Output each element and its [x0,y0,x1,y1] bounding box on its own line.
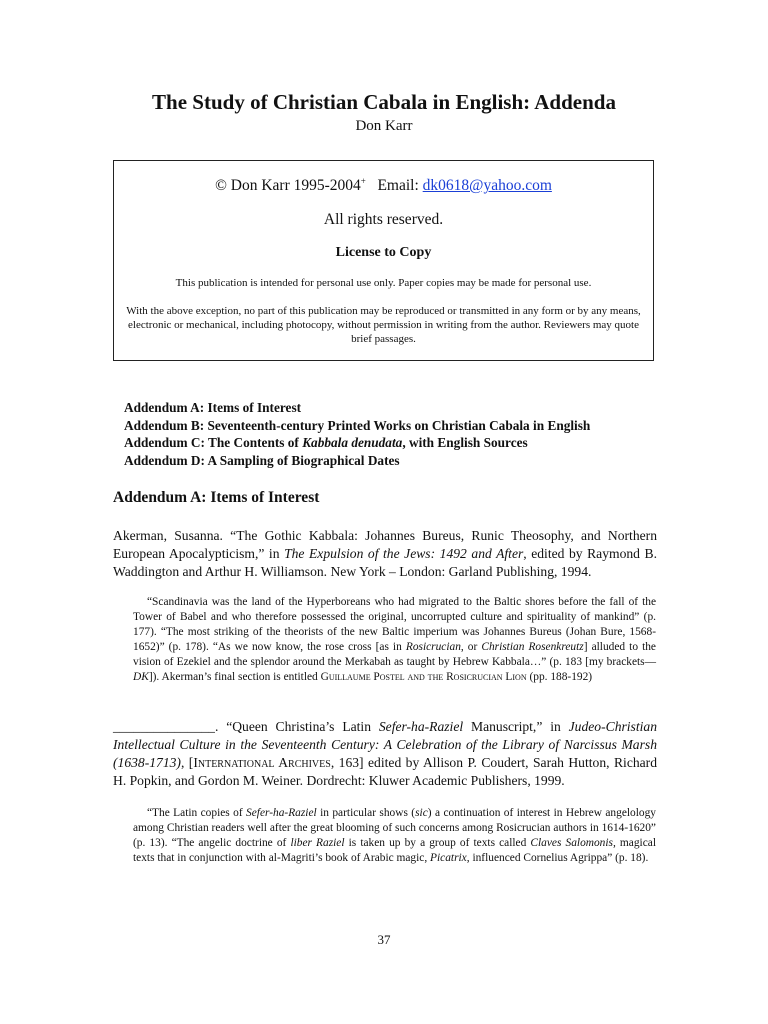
entry-text: , [ [180,755,194,770]
page-number: 37 [377,932,391,947]
toc-item-c-title: Kabbala denudata [302,435,403,450]
license-box [113,160,654,361]
entry-text: Akerman, Susanna. “The Gothic Kabbala: Johannes Bureus, Runic Theosophy, and Northern European Apocalypticism,” in [113,528,657,561]
entry-series: International Archives [193,755,331,770]
email-label: Email: [377,177,419,194]
entry-author-blank: _______________ [113,719,215,734]
entry-italic: Sefer-ha-Raziel [378,719,464,734]
author-name: Don Karr [355,118,413,134]
entry-text: Manuscript,” in [463,719,569,734]
quote-text: (pp. 188-192) [526,671,593,683]
quote-italic: sic [415,807,428,819]
quote-text: is taken up by a group of texts called [344,837,531,849]
quote-text: , influenced Cornelius Agrippa” (p. 18). [466,852,649,864]
quote-italic: Sefer-ha-Raziel [246,807,317,819]
rights-reserved: All rights reserved. [323,211,444,228]
quote-italic: liber Raziel [290,837,345,849]
license-paragraph-2: With the above exception, no part of this publication may be reproduced or transmitted in any form or by any means, electronic or mechanical, including photocopy, without permission in writing from the author. Reviewers may quote brief passages. [126,305,641,345]
quote-text: “The Latin copies of [147,807,247,819]
entry-book-title: Judeo-Christian Intellectual Culture in the Seventeenth Century: A Celebration of the Library of Narcissus Marsh (1638-1713) [113,719,657,770]
email-link[interactable]: dk0618@yahoo.com [422,177,552,194]
toc-item-c [124,434,590,452]
bibliography-entry-akerman [113,527,657,581]
entry-text: , 163] edited by Allison P. Coudert, Sarah Hutton, Richard H. Popkin, and Gordon M. Weiner. Dordrecht: Kluwer Academic Publishers, 1999. [113,755,658,788]
quote-italic: Claves Salomonis, [530,837,616,849]
section-heading: Addendum A: Items of Interest [113,489,320,506]
quote-italic: Christian Rosenkreutz [481,641,584,653]
quote-italic: Rosicrucian [405,641,461,653]
copyright-line [114,177,653,195]
quote-text: “Scandinavia was the land of the Hyperboreans who had migrated to the Baltic shores before the fall of the Tower of Babel and who therefore possessed the original, uncorrupted culture and spirituality of mankind” (p. 177). “The most striking of the theorists of the new Baltic imperium was Johannes Bureus (Johan Bure, 1568-1652)” (p. 178). “As we now know, the rose cross [as in [133,596,656,653]
bibliography-entry-queen-christina [113,718,657,790]
quote-text: in particular shows ( [316,807,416,819]
quote-text: magical texts that in conjunction with al-Magriti’s book of Arabic magic, [133,837,656,864]
toc-item-c-prefix: Addendum C: The Contents of [124,435,303,450]
addenda-contents [124,399,590,469]
toc-item-a: Addendum A: Items of Interest [124,400,302,415]
plus-mark: + [360,175,366,186]
entry-book-title: The Expulsion of the Jews: 1492 and After [284,546,524,561]
toc-item-c-suffix: , with English Sources [402,435,528,450]
quote-section-title: Guillaume Postel and the Rosicrucian Lion [320,671,527,683]
page-title: The Study of Christian Cabala in English: Addenda [152,90,616,114]
toc-item-b: Addendum B: Seventeenth-century Printed Works on Christian Cabala in English [124,417,591,433]
license-paragraph-1: This publication is intended for personal use only. Paper copies may be made for personal use. [175,277,592,289]
entry-text: . “Queen Christina’s Latin [214,719,379,734]
quote-italic: DK [133,671,149,683]
entry-text: , edited by Raymond B. Waddington and Arthur H. Williamson. New York – London: Garland Publishing, 1994. [113,546,657,579]
quote-queen-christina [133,806,656,866]
quote-italic: Picatrix [430,852,467,864]
quote-akerman [133,595,656,685]
quote-text: ]). Akerman’s final section is entitled [148,671,321,683]
toc-item-d: Addendum D: A Sampling of Biographical Dates [124,452,400,468]
license-heading: License to Copy [335,245,432,260]
quote-text: , or [460,641,482,653]
copyright-text: © Don Karr 1995-2004 [215,177,361,194]
quote-text: ] alluded to the vision of Ezekiel and the splendor around the Merkabah as taught by Hebrew Kabbala…” (p. 183 [my brackets— [133,641,656,668]
quote-text: ) a continuation of interest in Hebrew angelology among Christian readers well after the great blooming of such concerns among Rosicrucian authors in 1614-1620” (p. 13). “The angelic doctrine of [133,807,656,849]
